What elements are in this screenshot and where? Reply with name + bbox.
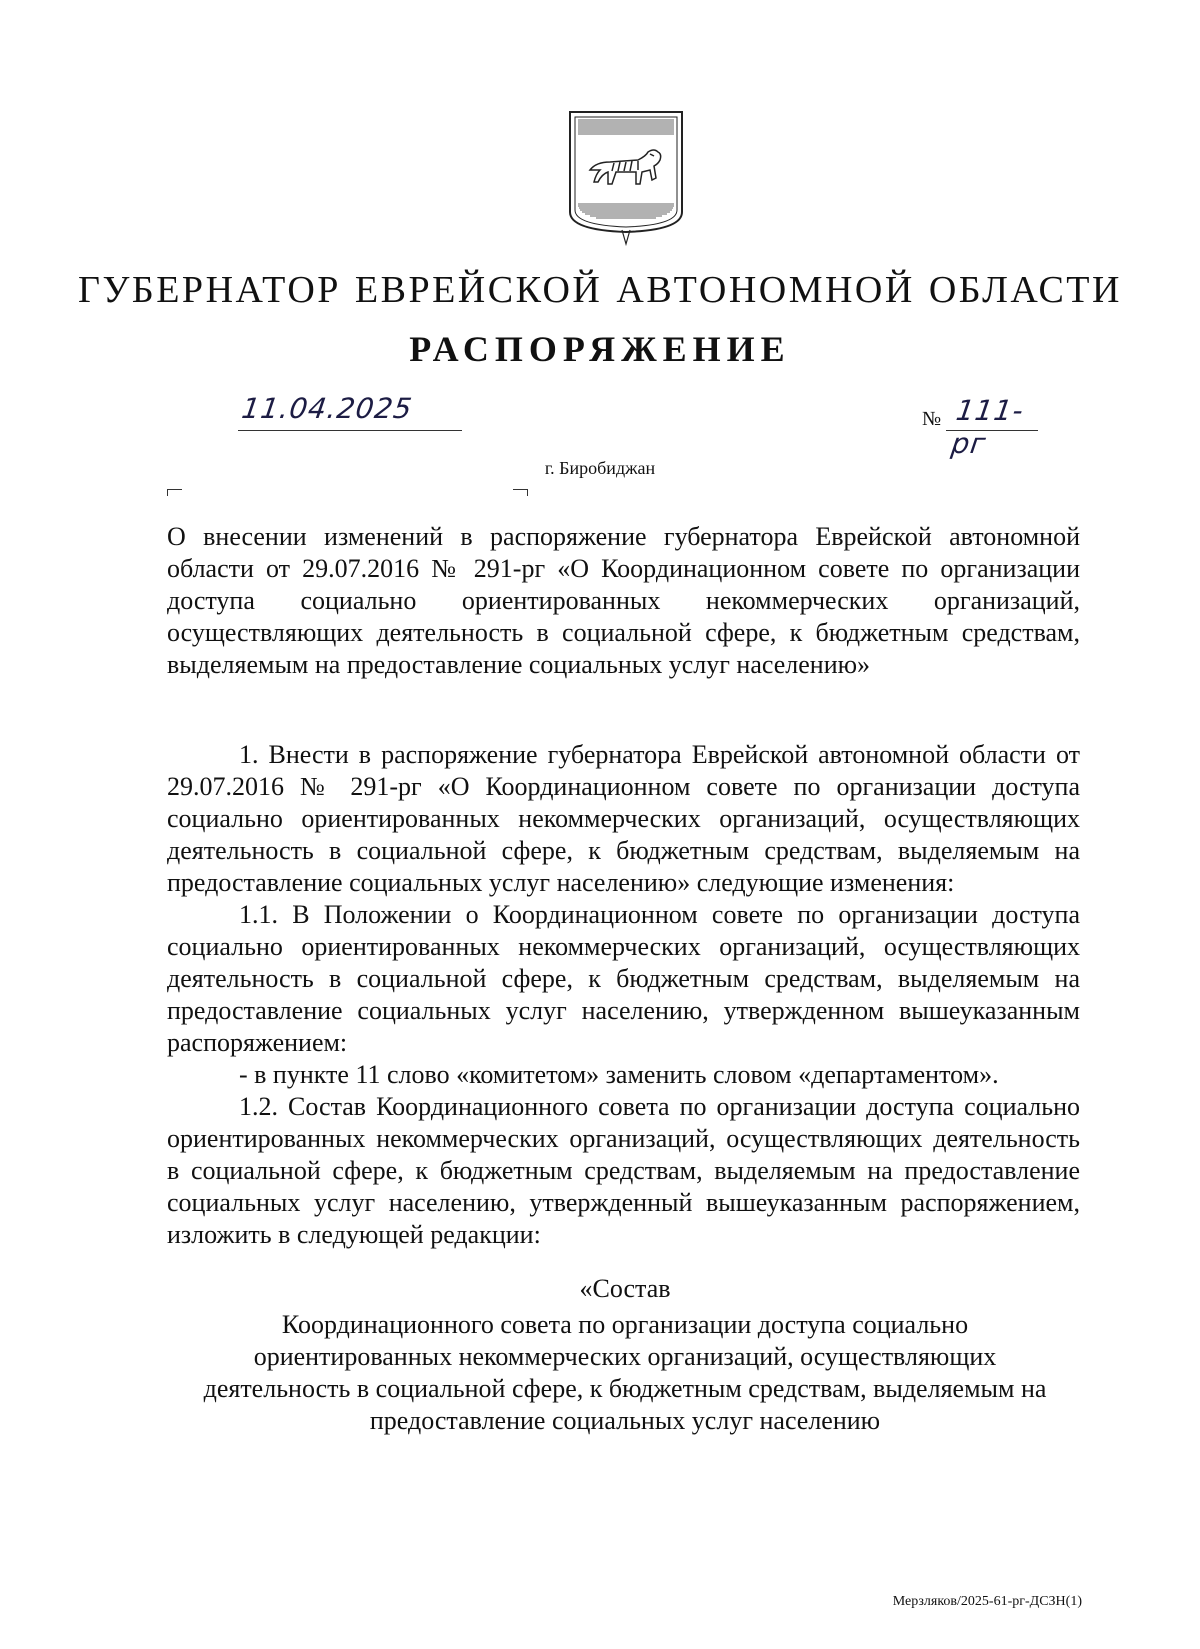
paragraph-1-2: 1.2. Состав Координационного совета по организации доступа социально ориентированных некоммерческих организаций, осуществляющих деятельность в социальной сфере, к бюджетным средствам, выделяемым на предоставление социальных услуг населению, утвержденный вышеуказанным распоряжением, изложить в следующей редакции:	[167, 1092, 1080, 1249]
document-body	[167, 739, 1080, 1251]
paragraph-1-1-item: - в пункте 11 слово «комитетом» заменить словом «департаментом».	[239, 1060, 999, 1089]
footer-reference: Мерзляков/2025-61-рг-ДСЗН(1)	[892, 1594, 1082, 1609]
document-type: РАСПОРЯЖЕНИЕ	[409, 329, 791, 369]
date-field	[238, 390, 462, 431]
paragraph-1: 1. Внести в распоряжение губернатора Еврейской автономной области от 29.07.2016 № 291-рг «О Координационном совете по организации доступа социально ориентированных некоммерческих организаций, осуществляющих деятельность в социальной сфере, к бюджетным средствам, выделяемым на предоставление социальных услуг населению» следующие изменения:	[167, 740, 1080, 897]
paragraph-1-1: 1.1. В Положении о Координационном совете по организации доступа социально ориентированных некоммерческих организаций, осуществляющих деятельность в социальной сфере, к бюджетным средствам, выделяемым на предоставление социальных услуг населению, утвержденном вышеуказанным распоряжением:	[167, 900, 1080, 1057]
tiger-coat-of-arms-icon	[566, 108, 686, 248]
handwritten-number: 111-рг	[949, 394, 1027, 460]
composition-title-line-4: предоставление социальных услуг населению	[369, 1406, 881, 1435]
composition-heading: «Состав	[579, 1274, 671, 1303]
title-corner-mark-left	[167, 489, 182, 496]
city-name: г. Биробиджан	[544, 458, 656, 478]
document-title: О внесении изменений в распоряжение губернатора Еврейской автономной области от 29.07.2016 № 291-рг «О Координационном совете по организации доступа социально ориентированных некоммерческих организаций, осуществляющих деятельность в социальной сфере, к бюджетным средствам, выделяемым на предоставление социальных услуг населению»	[167, 522, 1080, 679]
composition-title-line-1: Координационного совета по организации доступа социально	[281, 1310, 969, 1339]
composition-heading-block	[140, 1273, 1110, 1437]
issuing-authority: ГУБЕРНАТОР ЕВРЕЙСКОЙ АВТОНОМНОЙ ОБЛАСТИ	[78, 269, 1122, 311]
composition-title-line-3: деятельность в социальной сфере, к бюджетным средствам, выделяемым на	[203, 1374, 1047, 1403]
composition-title-line-2: ориентированных некоммерческих организаций, осуществляющих	[253, 1342, 997, 1371]
title-corner-mark-right	[513, 489, 528, 496]
number-field	[922, 394, 1042, 460]
handwritten-date: 11.04.2025	[239, 392, 415, 425]
number-sign: №	[922, 408, 942, 430]
